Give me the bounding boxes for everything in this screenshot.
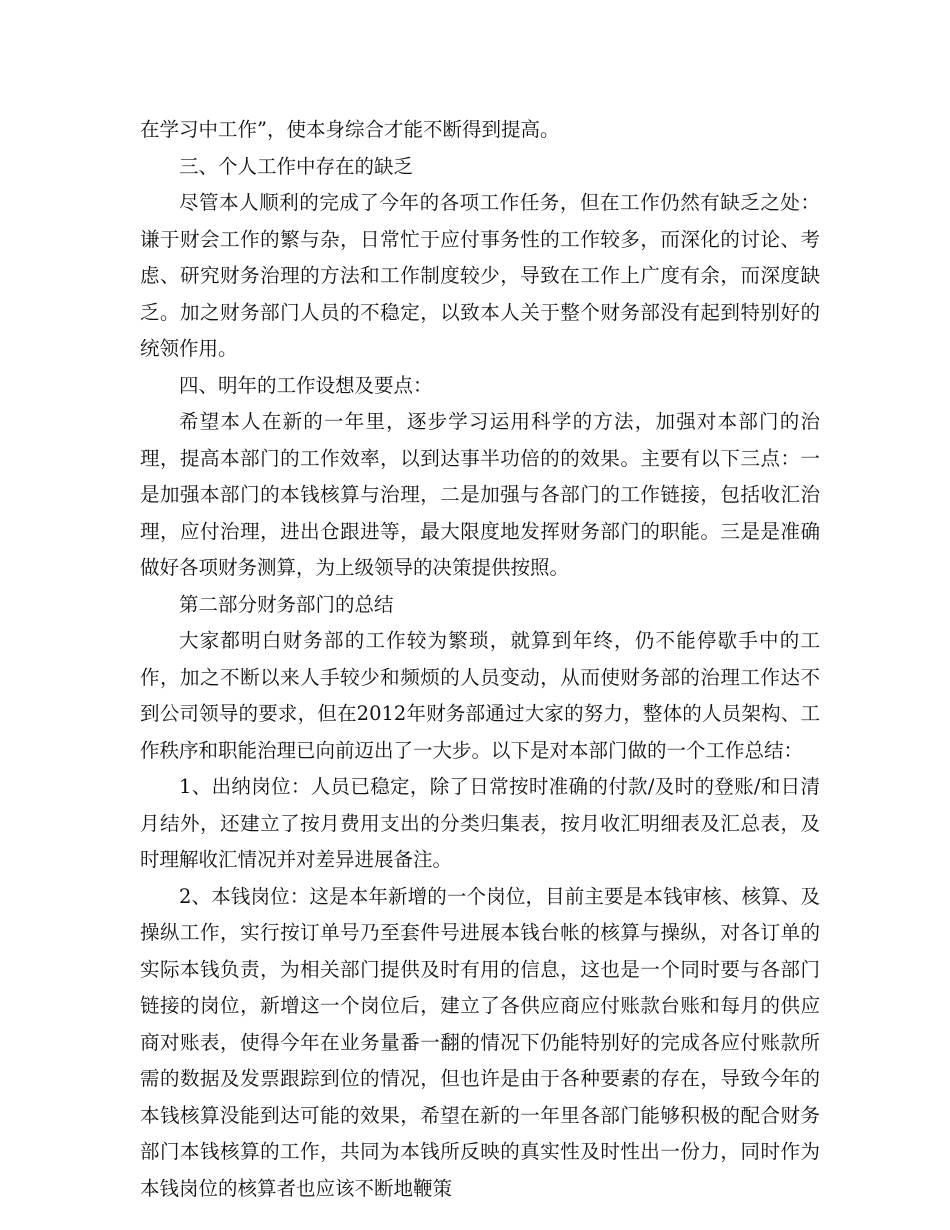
paragraph-cost-position: 2、本钱岗位：这是本年新增的一个岗位，目前主要是本钱审核、核算、及操纵工作，实行按订单号乃至套件号进展本钱台帐的核算与操纵，对各订单的实际本钱负责，为相关部门提供及时有用的信息，这也是一个同时要与各部门链接的岗位，新增这一个岗位后，建立了各供应商应付账款台账和每月的供应商对账表，使得今年在业务量番一翻的情况下仍能特别好的完成各应付账款所需的数据及发票跟踪到位的情况，但也许是由于各种要素的存在，导致今年的本钱核算没能到达可能的效果，希望在新的一年里各部门能够积极的配合财务部门本钱核算的工作，共同为本钱所反映的真实性及时性出一份力，同时作为本钱岗位的核算者也应该不断地鞭策 [140, 884, 820, 1200]
document-page [140, 112, 820, 1207]
paragraph-next-year-plan: 希望本人在新的一年里，逐步学习运用科学的方法，加强对本部门的治理，提高本部门的工作效率，以到达事半功倍的的效果。主要有以下三点：一是加强本部门的本钱核算与治理，二是加强与各部门的工作链接，包括收汇治理，应付治理，进出仓跟进等，最大限度地发挥财务部门的职能。三是是准确做好各项财务测算，为上级领导的决策提供按照。 [140, 410, 820, 579]
section-heading-shortcomings: 三、个人工作中存在的缺乏 [179, 154, 414, 178]
paragraph-department-summary: 大家都明白财务部的工作较为繁琐，就算到年终，仍不能停歇手中的工作，加之不断以来人手较少和频烦的人员变动，从而使财务部的治理工作达不到公司领导的要求，但在2012年财务部通过大家的努力，整体的人员架构、工作秩序和职能治理已向前迈出了一大步。以下是对本部门做的一个工作总结： [140, 629, 820, 762]
section-heading-next-year-plan: 四、明年的工作设想及要点： [179, 373, 433, 397]
section-heading-part-two: 第二部分财务部门的总结 [179, 592, 394, 616]
paragraph-cashier-position: 1、出纳岗位：人员已稳定，除了日常按时准确的付款/及时的登账/和日清月结外，还建立了按月费用支出的分类归集表，按月收汇明细表及汇总表，及时理解收汇情况并对差异进展备注。 [140, 775, 820, 871]
paragraph-shortcomings: 尽管本人顺利的完成了今年的各项工作任务，但在工作仍然有缺乏之处：谦于财会工作的繁与杂，日常忙于应付事务性的工作较多，而深化的讨论、考虑、研究财务治理的方法和工作制度较少，导致在工作上广度有余，而深度缺乏。加之财务部门人员的不稳定，以致本人关于整个财务部没有起到特别好的统领作用。 [140, 191, 820, 360]
paragraph-continuation: 在学习中工作”，使本身综合才能不断得到提高。 [140, 118, 560, 141]
